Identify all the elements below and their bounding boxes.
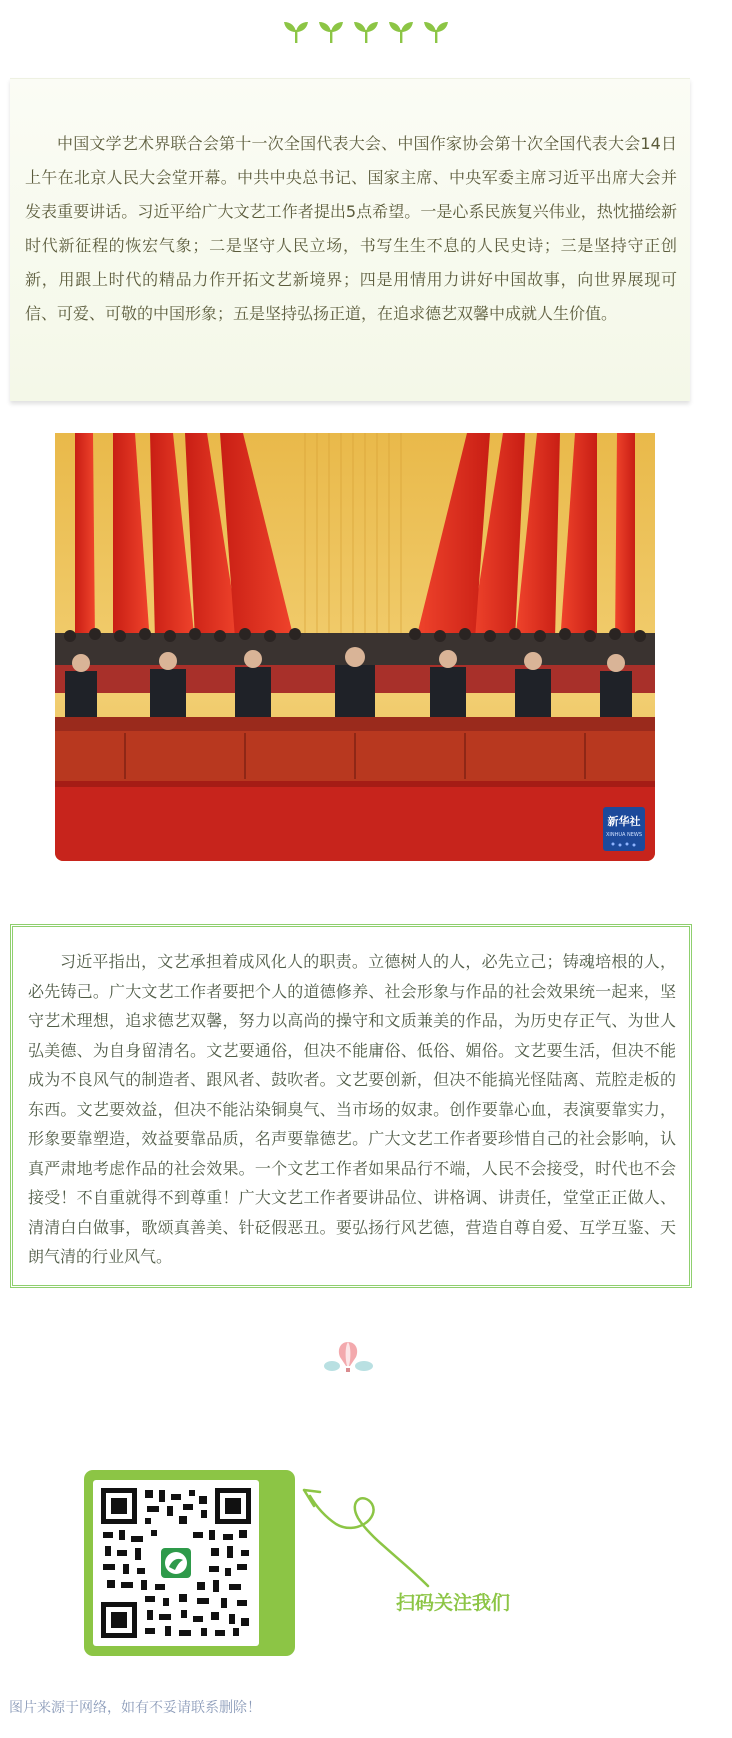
- curly-arrow-icon: [300, 1478, 440, 1588]
- qr-code[interactable]: [93, 1480, 259, 1646]
- speech-paragraph: 习近平指出，文艺承担着成风化人的职责。立德树人的人，必先立己；铸魂培根的人，必先铸己。广大文艺工作者要把个人的道德修养、社会形象与作品的社会效果统一起来，坚守艺术理想，追求德艺双馨，努力以高尚的操守和文质兼美的作品，为历史存正气、为世人弘美德、为自身留清名。文艺要通俗，但决不能庸俗、低俗、媚俗。文艺要生活，但决不能成为不良风气的制造者、跟风者、鼓吹者。文艺要创新，但决不能搞光怪陆离、荒腔走板的东西。文艺要效益，但决不能沾染铜臭气、当市场的奴隶。创作要靠心血，表演要靠实力，形象要靠塑造，效益要靠品质，名声要靠德艺。广大文艺工作者要珍惜自己的社会影响，认真严肃地考虑作品的社会效果。一个文艺工作者如果品行不端，人民不会接受，时代也不会接受！不自重就得不到尊重！广大文艺工作者要讲品位、讲格调、讲责任，堂堂正正做人、清清白白做事，歌颂真善美、针砭假恶丑。要弘扬行风艺德，营造自尊自爱、互学互鉴、天朗气清的行业风气。: [28, 952, 676, 1266]
- sprout-icon: [423, 18, 449, 44]
- intro-paragraph: 中国文学艺术界联合会第十一次全国代表大会、中国作家协会第十次全国代表大会14日上午在北京人民大会堂开幕。中共中央总书记、国家主席、中央军委主席习近平出席大会并发表重要讲话。习近平给广大文艺工作者提出5点希望。一是心系民族复兴伟业，热忱描绘新时代新征程的恢宏气象；二是坚守人民立场，书写生生不息的人民史诗；三是坚持守正创新，用跟上时代的精品力作开拓文艺新境界；四是用情用力讲好中国故事，向世界展现可信、可爱、可敬的中国形象；五是坚持弘扬正道，在追求德艺双馨中成就人生价值。: [25, 134, 677, 323]
- photo-watermark-en: XINHUA NEWS: [605, 832, 643, 838]
- hot-air-balloon-icon: [322, 1340, 374, 1376]
- intro-card: [10, 78, 690, 401]
- follow-us-label: 扫码关注我们: [396, 1592, 511, 1614]
- curly-arrow-decoration: [300, 1478, 440, 1592]
- conference-photo: [55, 433, 655, 861]
- qr-frame: [84, 1470, 295, 1656]
- sprout-icon: [388, 18, 414, 44]
- sprout-icon: [283, 18, 309, 44]
- sprout-icon: [353, 18, 379, 44]
- header-decoration: [0, 18, 732, 58]
- photo-watermark: 新华社: [607, 815, 641, 828]
- image-source-note: 图片来源于网络，如有不妥请联系删除！: [9, 1700, 261, 1716]
- qr-code-icon: [101, 1488, 251, 1638]
- sprout-icon: [318, 18, 344, 44]
- balloon-divider: [322, 1340, 374, 1380]
- speech-card: [10, 924, 692, 1288]
